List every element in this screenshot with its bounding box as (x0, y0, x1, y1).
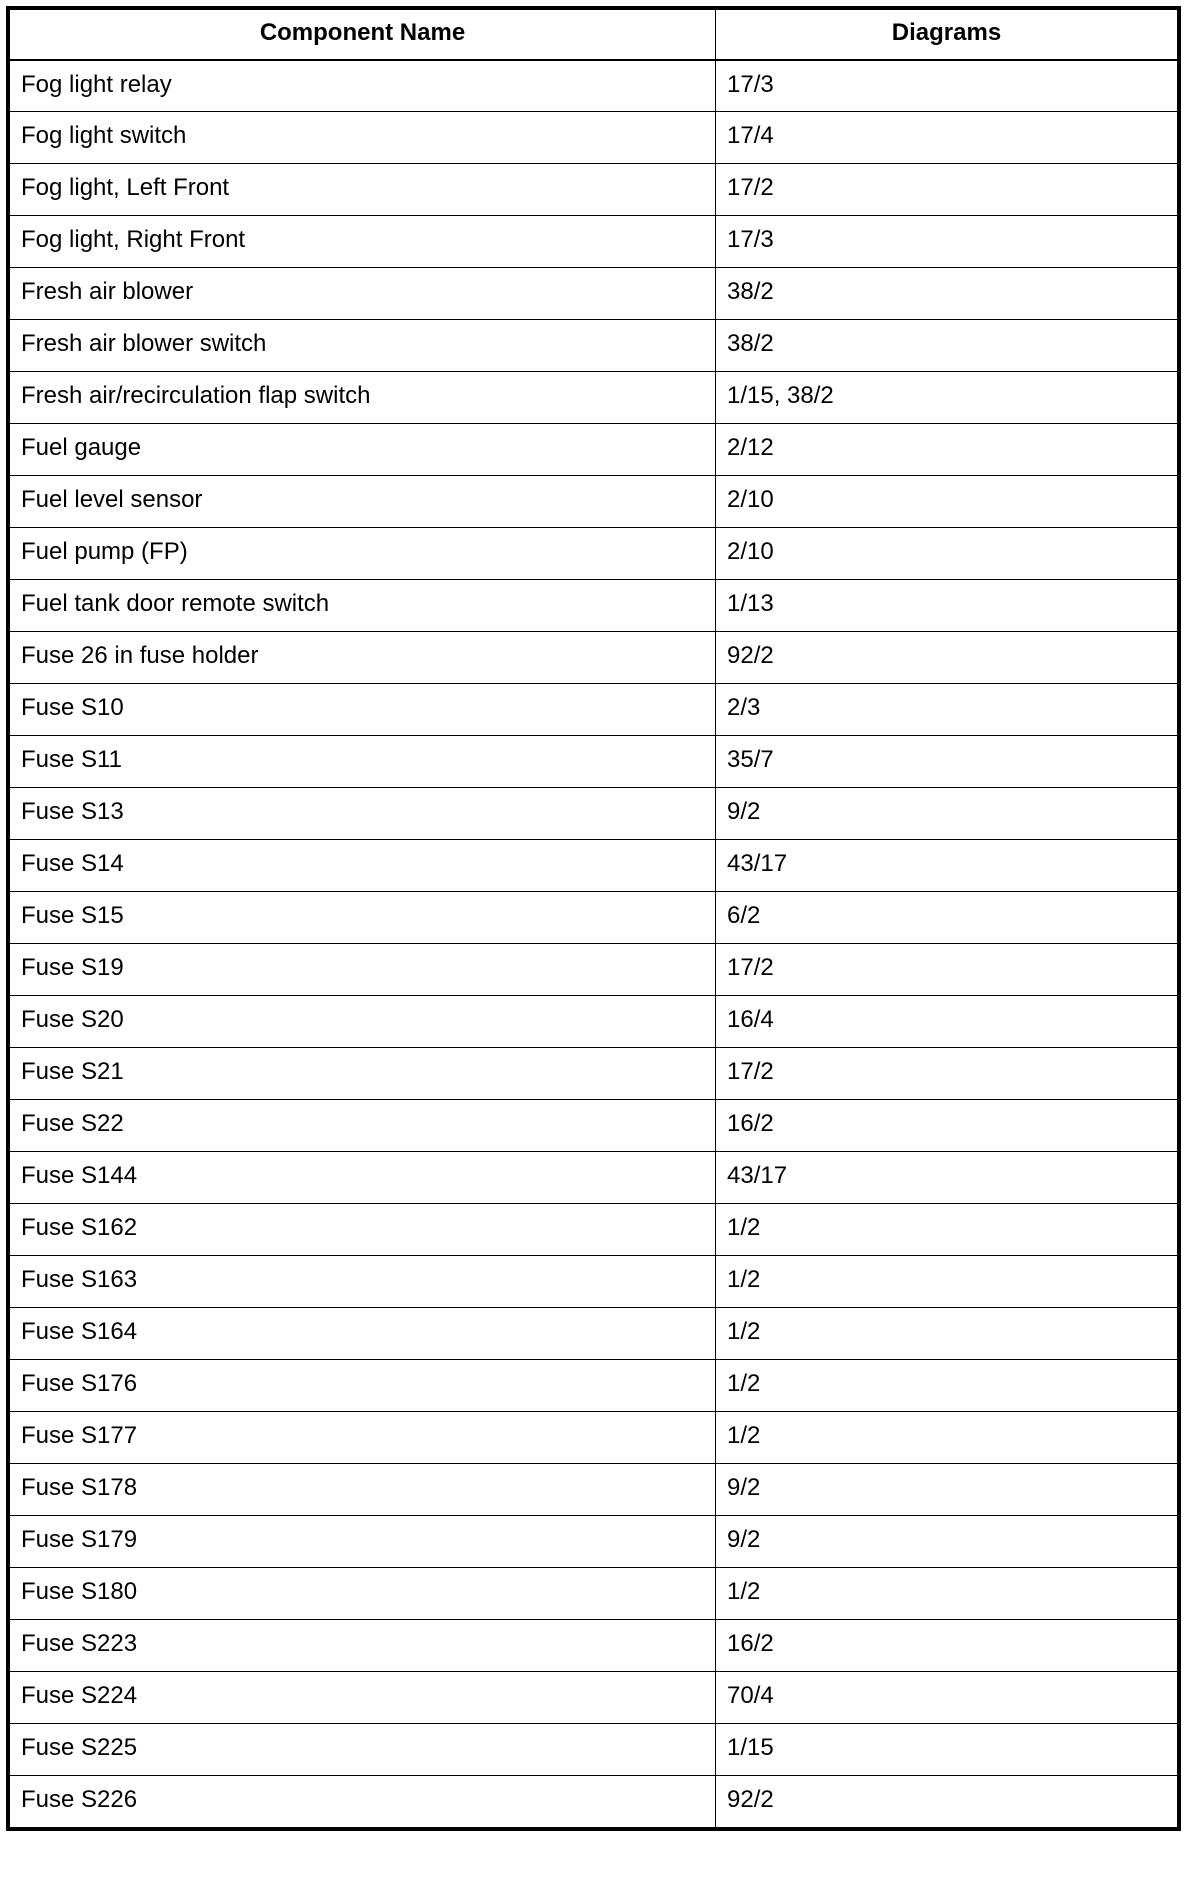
table-row (10, 1048, 1178, 1100)
diagrams-cell: 38/2 (716, 320, 1178, 372)
table-row (10, 1152, 1178, 1204)
component-name-cell: Fuse S177 (10, 1412, 716, 1464)
diagrams-cell: 2/12 (716, 424, 1178, 476)
table-row (10, 216, 1178, 268)
component-name-cell: Fuse S176 (10, 1360, 716, 1412)
component-name-cell: Fuse S178 (10, 1464, 716, 1516)
component-name-cell: Fuse S11 (10, 736, 716, 788)
diagrams-cell: 16/2 (716, 1100, 1178, 1152)
table-row (10, 320, 1178, 372)
diagrams-cell: 17/3 (716, 216, 1178, 268)
diagrams-cell: 92/2 (716, 1776, 1178, 1828)
diagrams-cell: 2/10 (716, 476, 1178, 528)
table-row (10, 424, 1178, 476)
component-name-cell: Fuse S14 (10, 840, 716, 892)
table-row (10, 1724, 1178, 1776)
table-row (10, 1100, 1178, 1152)
diagrams-cell: 1/2 (716, 1412, 1178, 1464)
diagrams-cell: 1/13 (716, 580, 1178, 632)
component-name-cell: Fuse S163 (10, 1256, 716, 1308)
table-row (10, 632, 1178, 684)
table-row (10, 944, 1178, 996)
component-name-cell: Fuse S162 (10, 1204, 716, 1256)
table-row (10, 1204, 1178, 1256)
table-row (10, 476, 1178, 528)
table-row (10, 1464, 1178, 1516)
diagrams-cell: 1/2 (716, 1568, 1178, 1620)
component-table-frame (6, 6, 1181, 1831)
component-name-cell: Fresh air blower (10, 268, 716, 320)
table-row (10, 268, 1178, 320)
table-row (10, 60, 1178, 112)
component-name-cell: Fuse S226 (10, 1776, 716, 1828)
diagrams-cell: 9/2 (716, 1516, 1178, 1568)
component-diagram-table (9, 9, 1178, 1828)
header-component-name: Component Name (10, 10, 716, 60)
diagrams-cell: 1/15, 38/2 (716, 372, 1178, 424)
diagrams-cell: 9/2 (716, 788, 1178, 840)
component-name-cell: Fuse 26 in fuse holder (10, 632, 716, 684)
diagrams-cell: 1/2 (716, 1256, 1178, 1308)
header-diagrams: Diagrams (716, 10, 1178, 60)
diagrams-cell: 1/15 (716, 1724, 1178, 1776)
component-name-cell: Fuel tank door remote switch (10, 580, 716, 632)
diagrams-cell: 9/2 (716, 1464, 1178, 1516)
table-row (10, 684, 1178, 736)
table-row (10, 1568, 1178, 1620)
diagrams-cell: 17/2 (716, 944, 1178, 996)
component-name-cell: Fuse S13 (10, 788, 716, 840)
table-row (10, 1256, 1178, 1308)
component-name-cell: Fog light, Right Front (10, 216, 716, 268)
component-name-cell: Fuse S224 (10, 1672, 716, 1724)
component-name-cell: Fuse S15 (10, 892, 716, 944)
component-name-cell: Fuse S21 (10, 1048, 716, 1100)
table-row (10, 112, 1178, 164)
component-name-cell: Fresh air/recirculation flap switch (10, 372, 716, 424)
diagrams-cell: 2/3 (716, 684, 1178, 736)
table-header-row (10, 10, 1178, 60)
diagrams-cell: 16/2 (716, 1620, 1178, 1672)
diagrams-cell: 17/2 (716, 1048, 1178, 1100)
component-name-cell: Fresh air blower switch (10, 320, 716, 372)
table-row (10, 372, 1178, 424)
table-row (10, 736, 1178, 788)
diagrams-cell: 16/4 (716, 996, 1178, 1048)
diagrams-cell: 1/2 (716, 1204, 1178, 1256)
table-row (10, 164, 1178, 216)
component-name-cell: Fuse S225 (10, 1724, 716, 1776)
diagrams-cell: 1/2 (716, 1308, 1178, 1360)
table-row (10, 528, 1178, 580)
component-name-cell: Fuel level sensor (10, 476, 716, 528)
table-row (10, 788, 1178, 840)
diagrams-cell: 2/10 (716, 528, 1178, 580)
component-name-cell: Fuse S179 (10, 1516, 716, 1568)
component-name-cell: Fuse S20 (10, 996, 716, 1048)
diagrams-cell: 6/2 (716, 892, 1178, 944)
component-name-cell: Fuse S22 (10, 1100, 716, 1152)
table-row (10, 580, 1178, 632)
component-name-cell: Fuse S19 (10, 944, 716, 996)
table-row (10, 1412, 1178, 1464)
component-name-cell: Fuse S10 (10, 684, 716, 736)
component-name-cell: Fuse S144 (10, 1152, 716, 1204)
table-row (10, 1672, 1178, 1724)
component-name-cell: Fuse S223 (10, 1620, 716, 1672)
table-row (10, 1620, 1178, 1672)
diagrams-cell: 92/2 (716, 632, 1178, 684)
diagrams-cell: 38/2 (716, 268, 1178, 320)
component-name-cell: Fuse S180 (10, 1568, 716, 1620)
diagrams-cell: 43/17 (716, 1152, 1178, 1204)
table-row (10, 840, 1178, 892)
diagrams-cell: 17/2 (716, 164, 1178, 216)
table-row (10, 892, 1178, 944)
table-row (10, 1516, 1178, 1568)
diagrams-cell: 17/3 (716, 60, 1178, 112)
diagrams-cell: 70/4 (716, 1672, 1178, 1724)
table-body (10, 60, 1178, 1828)
diagrams-cell: 17/4 (716, 112, 1178, 164)
diagrams-cell: 43/17 (716, 840, 1178, 892)
table-row (10, 996, 1178, 1048)
diagrams-cell: 35/7 (716, 736, 1178, 788)
diagrams-cell: 1/2 (716, 1360, 1178, 1412)
table-row (10, 1776, 1178, 1828)
component-name-cell: Fog light relay (10, 60, 716, 112)
table-row (10, 1360, 1178, 1412)
component-name-cell: Fog light, Left Front (10, 164, 716, 216)
component-name-cell: Fuel pump (FP) (10, 528, 716, 580)
component-name-cell: Fuel gauge (10, 424, 716, 476)
table-row (10, 1308, 1178, 1360)
component-name-cell: Fog light switch (10, 112, 716, 164)
component-name-cell: Fuse S164 (10, 1308, 716, 1360)
